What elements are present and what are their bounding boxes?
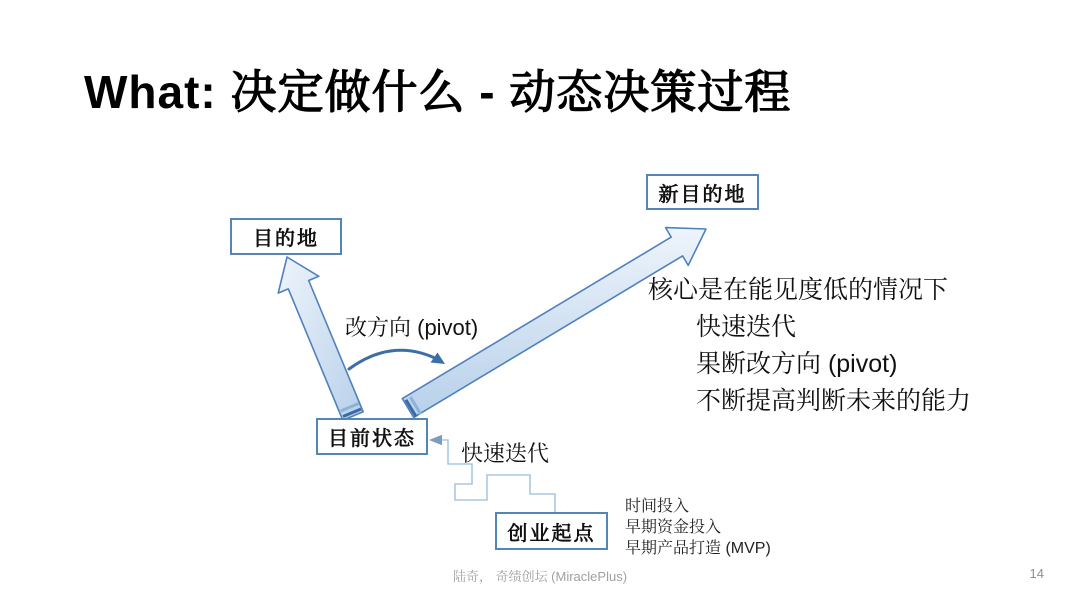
investment-line-3: 早期产品打造 (MVP) bbox=[625, 540, 771, 557]
investment-block bbox=[625, 496, 771, 559]
page-number: 14 bbox=[1029, 566, 1044, 581]
box-new-destination-label: 新目的地 bbox=[658, 183, 747, 206]
box-new-destination bbox=[646, 174, 759, 210]
slide-footer: 陆奇， 奇绩创坛 (MiraclePlus) bbox=[452, 569, 628, 584]
box-current-state-label: 目前状态 bbox=[328, 428, 416, 450]
core-message-block bbox=[648, 272, 971, 420]
core-line-3: 果断改方向 (pivot) bbox=[696, 350, 898, 378]
investment-line-1: 时间投入 bbox=[625, 498, 690, 515]
box-startup-origin bbox=[495, 512, 608, 550]
iterate-label: 快速迭代 bbox=[461, 441, 550, 466]
box-destination-label: 目的地 bbox=[253, 228, 319, 250]
slide-title: What: 决定做什么 - 动态决策过程 bbox=[84, 66, 792, 118]
pivot-arc-arrow bbox=[349, 350, 441, 369]
pivot-label: 改方向 (pivot) bbox=[345, 315, 479, 340]
iteration-line-arrowhead bbox=[429, 435, 442, 445]
box-startup-origin-label: 创业起点 bbox=[507, 522, 596, 545]
core-line-4: 不断提高判断未来的能力 bbox=[696, 387, 972, 415]
box-current-state bbox=[316, 418, 428, 455]
box-destination bbox=[230, 218, 342, 255]
core-line-2: 快速迭代 bbox=[696, 313, 797, 341]
investment-line-2: 早期资金投入 bbox=[625, 519, 722, 536]
core-line-1: 核心是在能见度低的情况下 bbox=[648, 276, 949, 304]
